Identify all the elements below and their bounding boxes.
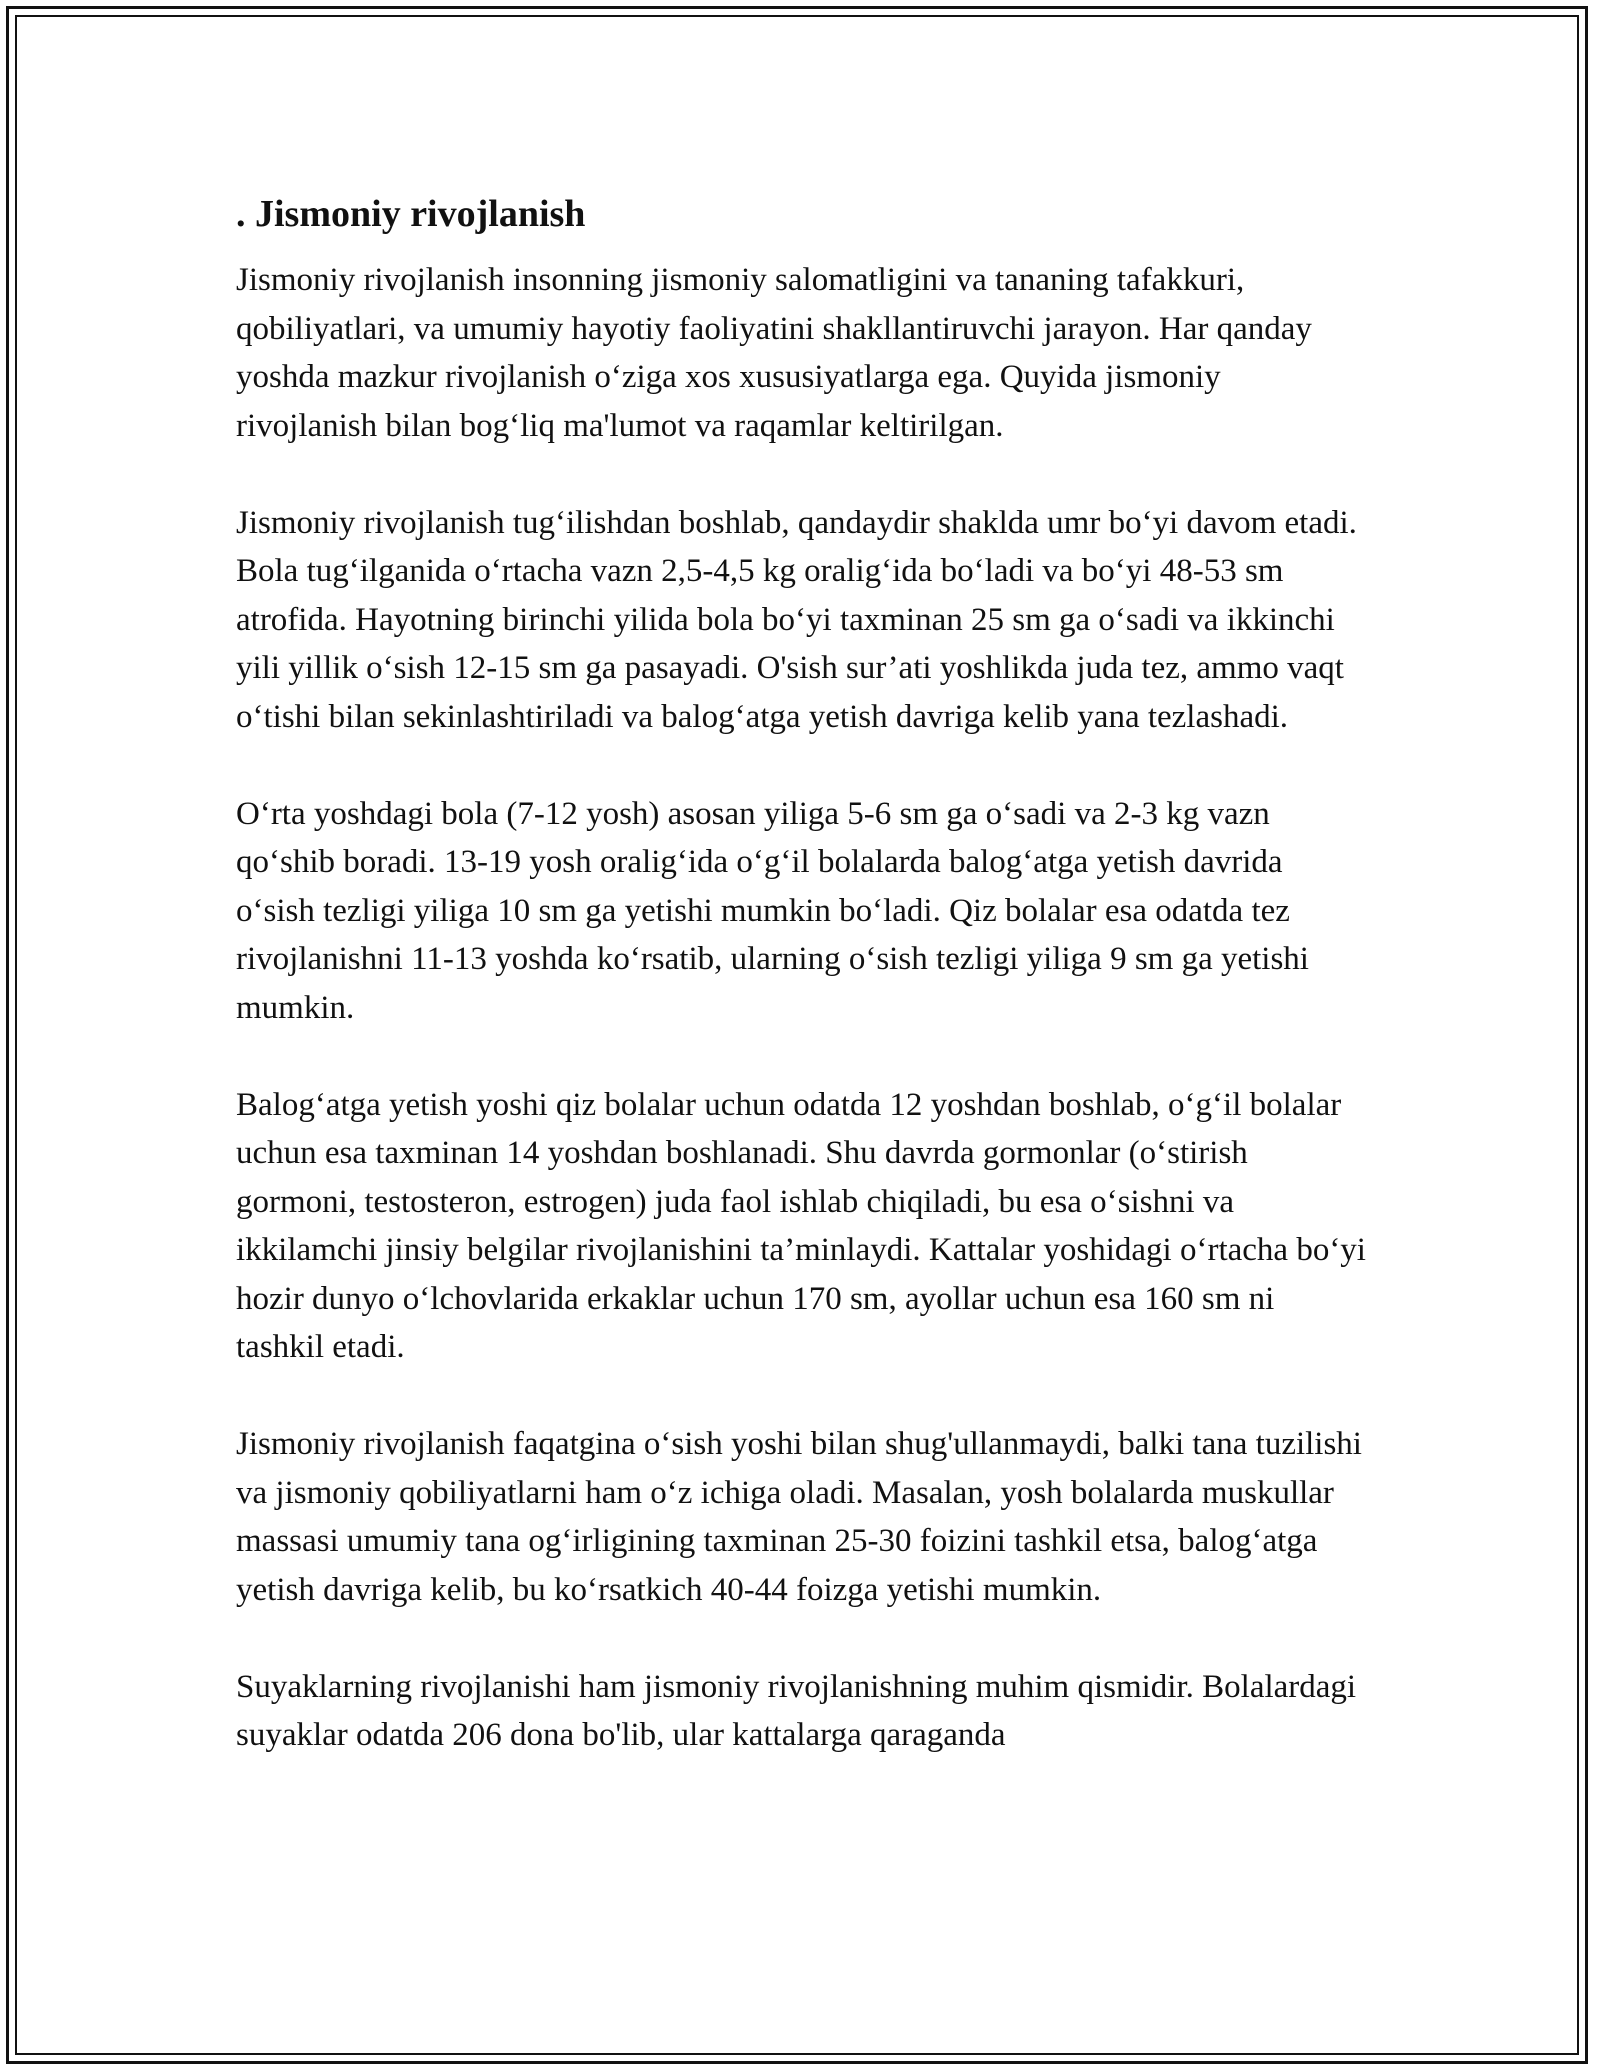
paragraph-intro: Jismoniy rivojlanish insonning jismoniy salomatligini va tananing tafakkuri, qobiliyatlari, va umumiy hayotiy faoliyatini shakllantiruvchi jarayon. Har qanday yoshda mazkur rivojlanish o‘ziga xos xususiyatlarga ega. Quyida jismoniy rivojlanish bilan bog‘liq ma'lumot va raqamlar keltirilgan. — [236, 262, 1312, 444]
paragraph-bones: Suyaklarning rivojlanishi ham jismoniy rivojlanishning muhim qismidir. Bolalardagi suyaklar odatda 206 dona bo'lib, ular kattalarga qaraganda — [236, 1668, 1357, 1753]
paragraph-birth-growth: Jismoniy rivojlanish tug‘ilishdan boshlab, qandaydir shaklda umr bo‘yi davom etadi. Bola tug‘ilganida o‘rtacha vazn 2,5-4,5 kg oralig‘ida bo‘ladi va bo‘yi 48-53 sm atrofida. Hayotning birinchi yilida bola bo‘yi taxminan 25 sm ga o‘sadi va ikkinchi yili yillik o‘sish 12-15 sm ga pasayadi. O'sish sur’ati yoshlikda juda tez, ammo vaqt o‘tishi bilan sekinlashtiriladi va balog‘atga yetish davriga kelib yana tezlashadi. — [236, 504, 1357, 735]
paragraph-body-composition: Jismoniy rivojlanish faqatgina o‘sish yoshi bilan shug'ullanmaydi, balki tana tuzilishi va jismoniy qobiliyatlarni ham o‘z ichiga oladi. Masalan, yosh bolalarda muskullar massasi umumiy tana og‘irligining taxminan 25-30 foizini tashkil etsa, balog‘atga yetish davriga kelib, bu ko‘rsatkich 40-44 foizga yetishi mumkin. — [236, 1426, 1362, 1608]
document-body — [236, 188, 1366, 1808]
paragraph-middle-childhood: O‘rta yoshdagi bola (7-12 yosh) asosan yiliga 5-6 sm ga o‘sadi va 2-3 kg vazn qo‘shib boradi. 13-19 yosh oralig‘ida o‘g‘il bolalarda balog‘atga yetish davrida o‘sish tezligi yiliga 10 sm ga yetishi mumkin bo‘ladi. Qiz bolalar esa odatda tez rivojlanishni 11-13 yoshda ko‘rsatib, ularning o‘sish tezligi yiliga 9 sm ga yetishi mumkin. — [236, 795, 1309, 1026]
section-heading: . Jismoniy rivojlanish — [236, 193, 586, 235]
paragraph-puberty: Balog‘atga yetish yoshi qiz bolalar uchun odatda 12 yoshdan boshlab, o‘g‘il bolalar uchun esa taxminan 14 yoshdan boshlanadi. Shu davrda gormonlar (o‘stirish gormoni, testosteron, estrogen) juda faol ishlab chiqiladi, bu esa o‘sishni va ikkilamchi jinsiy belgilar rivojlanishini ta’minlaydi. Kattalar yoshidagi o‘rtacha bo‘yi hozir dunyo o‘lchovlarida erkaklar uchun 170 sm, ayollar uchun esa 160 sm ni tashkil etadi. — [236, 1086, 1366, 1365]
